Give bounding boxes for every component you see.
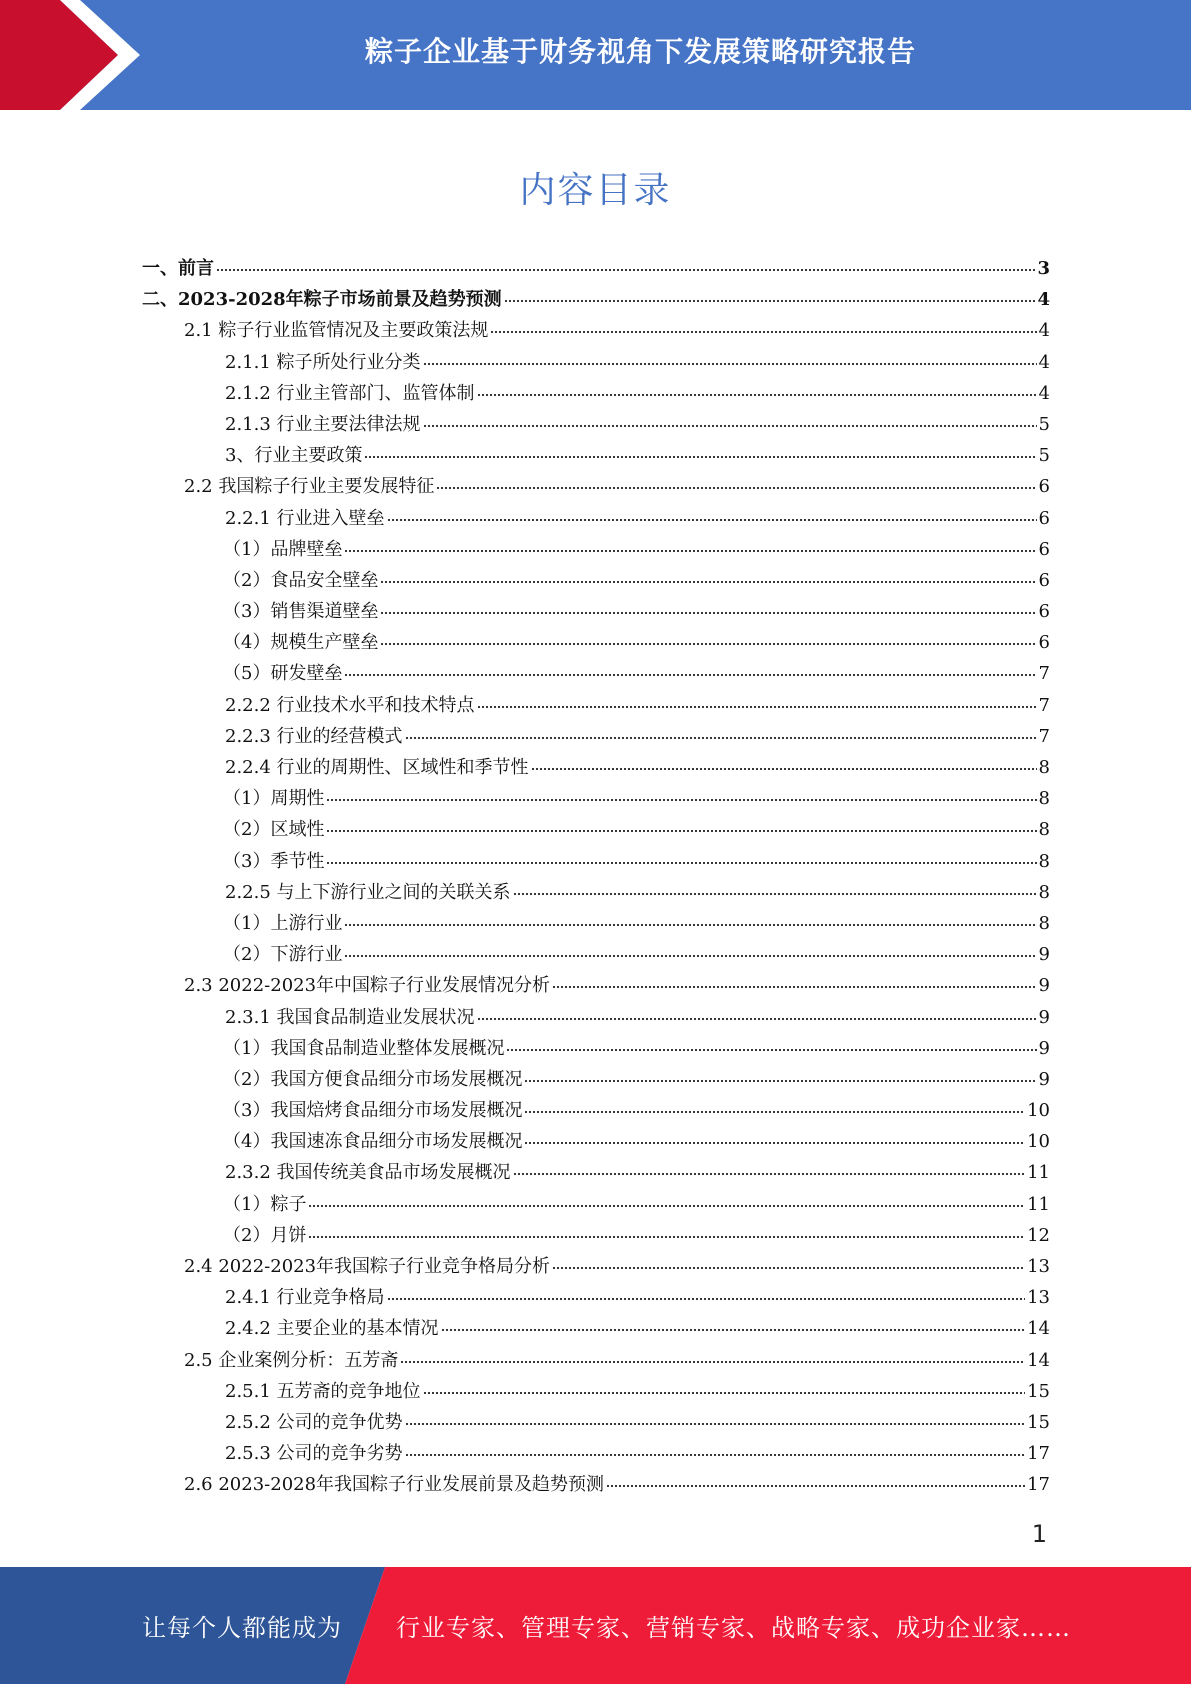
toc-dot-leader [400,1346,1025,1364]
toc-dot-leader [405,1408,1026,1426]
toc-entry[interactable] [138,254,1050,285]
toc-entry[interactable] [138,410,1050,441]
header-chevron-decoration [0,0,160,110]
toc-entry-label: （1）粽子 [223,1193,307,1215]
toc-entry-page: 5 [1038,413,1050,435]
toc-entry[interactable] [138,1408,1050,1439]
toc-entry-page: 7 [1038,694,1050,716]
toc-entry[interactable] [138,348,1050,379]
toc-entry-page: 10 [1027,1131,1050,1153]
toc-entry-page: 6 [1038,476,1050,498]
report-title: 粽子企业基于财务视角下发展策略研究报告 [364,35,916,68]
toc-entry[interactable] [138,1377,1050,1408]
toc-entry-page: 4 [1038,382,1050,404]
toc-entry-page: 6 [1038,632,1050,654]
toc-dot-leader [423,1377,1026,1395]
toc-entry[interactable] [138,691,1050,722]
toc-entry-label: （2）区域性 [223,819,325,841]
toc-dot-leader [552,1252,1025,1270]
toc-entry-label: （1）品牌壁垒 [223,538,343,560]
toc-entry-page: 5 [1038,445,1050,467]
toc-entry-label: 2.3 2022-2023年中国粽子行业发展情况分析 [184,975,551,997]
toc-entry[interactable] [138,379,1050,410]
toc-entry-label: 二、2023-2028年粽子市场前景及趋势预测 [142,289,502,311]
toc-entry-label: 2.2.3 行业的经营模式 [225,725,403,747]
toc-entry-label: （4）规模生产壁垒 [223,632,379,654]
toc-entry-label: （3）季节性 [223,850,325,872]
toc-dot-leader [380,566,1036,584]
toc-entry-label: （4）我国速冻食品细分市场发展概况 [223,1131,523,1153]
toc-entry-page: 3 [1037,258,1050,279]
toc-entry[interactable] [138,753,1050,784]
toc-entry[interactable] [138,909,1050,940]
toc-dot-leader [364,441,1036,459]
toc-entry-page: 9 [1038,944,1050,966]
toc-entry-label: 2.1.2 行业主管部门、监管体制 [225,382,475,404]
toc-entry-label: 2.2 我国粽子行业主要发展特征 [184,476,435,498]
toc-entry[interactable] [138,722,1050,753]
toc-entry-label: 2.1.1 粽子所处行业分类 [225,351,421,373]
toc-dot-leader [513,878,1037,896]
toc-entry-label: （3）我国焙烤食品细分市场发展概况 [223,1100,523,1122]
toc-entry-label: （3）销售渠道壁垒 [223,601,379,623]
toc-dot-leader [524,1127,1025,1145]
toc-dot-leader [405,1439,1026,1457]
toc-entry[interactable] [138,1127,1050,1158]
toc-entry[interactable] [138,878,1050,909]
toc-entry-label: （2）下游行业 [223,944,343,966]
toc-entry[interactable] [138,1283,1050,1314]
toc-entry[interactable] [138,1190,1050,1221]
toc-entry-label: 一、前言 [142,258,214,279]
toc-entry-page: 9 [1038,1006,1050,1028]
toc-dot-leader [326,847,1036,865]
toc-entry-page: 9 [1038,975,1050,997]
toc-entry[interactable] [138,1252,1050,1283]
toc-entry-page: 8 [1038,757,1050,778]
toc-entry-label: 2.2.2 行业技术水平和技术特点 [225,694,475,716]
toc-entry-page: 15 [1027,1411,1050,1433]
toc-entry-page: 13 [1027,1256,1050,1277]
toc-entry-label: 2.4 2022-2023年我国粽子行业竞争格局分析 [184,1256,551,1277]
toc-entry-page: 8 [1038,788,1050,810]
toc-dot-leader [490,316,1036,334]
toc-entry-label: 2.2.1 行业进入壁垒 [225,507,385,529]
toc-entry-label: 2.2.5 与上下游行业之间的关联关系 [225,881,511,903]
toc-entry-page: 8 [1038,819,1050,841]
toc-entry-page: 8 [1038,850,1050,872]
toc-dot-leader [344,659,1036,677]
toc-entry[interactable] [138,597,1050,628]
toc-dot-leader [423,410,1037,428]
toc-entry-label: （2）月饼 [223,1224,307,1246]
toc-entry-label: （1）我国食品制造业整体发展概况 [223,1037,505,1059]
toc-entry-page: 7 [1038,663,1050,685]
toc-entry-label: 2.5.1 五芳斋的竞争地位 [225,1380,421,1402]
toc-dot-leader [387,1283,1026,1301]
toc-entry-page: 15 [1027,1380,1050,1402]
toc-entry-page: 4 [1037,289,1050,311]
toc-entry-label: （2）食品安全壁垒 [223,569,379,591]
header-banner [0,0,1191,110]
toc-entry-page: 14 [1027,1318,1050,1340]
toc-dot-leader [344,940,1036,958]
toc-dot-leader [436,472,1036,490]
toc-entry-page: 10 [1027,1100,1050,1122]
toc-entry-page: 4 [1038,351,1050,373]
toc-entry-label: （1）上游行业 [223,912,343,934]
toc-dot-leader [344,535,1036,553]
toc-entry-label: 2.4.1 行业竞争格局 [225,1287,385,1309]
toc-entry-page: 8 [1038,912,1050,934]
toc-entry[interactable] [138,1096,1050,1127]
toc-entry[interactable] [138,316,1050,347]
toc-entry-page: 8 [1038,881,1050,903]
toc-entry-page: 7 [1038,725,1050,747]
toc-entry[interactable] [138,815,1050,846]
toc-entry-label: 2.1.3 行业主要法律法规 [225,413,421,435]
footer-slogan-left: 让每个人都能成为 [142,1614,342,1642]
toc-entry-page: 17 [1027,1474,1050,1496]
toc-dot-leader [477,1003,1037,1021]
toc-entry-label: 2.6 2023-2028年我国粽子行业发展前景及趋势预测 [184,1474,605,1496]
toc-dot-leader [552,971,1037,989]
toc-dot-leader [477,379,1037,397]
toc-entry-label: 2.3.2 我国传统美食品市场发展概况 [225,1162,511,1184]
toc-entry[interactable] [138,1314,1050,1345]
toc-entry-label: 2.5 企业案例分析：五芳斋 [184,1349,399,1371]
toc-entry[interactable] [138,940,1050,971]
toc-dot-leader [524,1096,1025,1114]
toc-entry-label: （2）我国方便食品细分市场发展概况 [223,1068,523,1090]
table-of-contents [138,254,1050,1502]
toc-dot-leader [308,1221,1025,1239]
toc-entry-page: 6 [1038,507,1050,529]
toc-dot-leader [606,1470,1025,1488]
toc-entry-page: 9 [1038,1068,1050,1090]
toc-entry-page: 6 [1038,601,1050,623]
toc-dot-leader [387,504,1037,522]
toc-entry-page: 17 [1027,1443,1050,1465]
footer-slogan-right: 行业专家、管理专家、营销专家、战略专家、成功企业家…… [396,1614,1071,1642]
toc-entry-page: 11 [1027,1193,1050,1215]
toc-entry[interactable] [138,472,1050,503]
toc-entry[interactable] [138,535,1050,566]
toc-entry-label: （1）周期性 [223,788,325,810]
toc-entry-label: 2.5.2 公司的竞争优势 [225,1411,403,1433]
toc-entry[interactable] [138,441,1050,472]
toc-entry-page: 4 [1038,320,1050,342]
toc-entry[interactable] [138,784,1050,815]
toc-dot-leader [344,909,1036,927]
toc-entry-label: （5）研发壁垒 [223,663,343,685]
toc-entry[interactable] [138,1221,1050,1252]
toc-dot-leader [423,348,1037,366]
toc-entry[interactable] [138,1158,1050,1189]
toc-dot-leader [326,784,1036,802]
toc-entry[interactable] [138,285,1050,316]
toc-entry[interactable] [138,1065,1050,1096]
toc-entry[interactable] [138,971,1050,1002]
toc-entry[interactable] [138,1346,1050,1377]
toc-dot-leader [477,691,1037,709]
toc-dot-leader [524,1065,1036,1083]
toc-entry-page: 12 [1027,1224,1050,1246]
toc-heading: 内容目录 [519,170,672,211]
toc-dot-leader [504,285,1036,303]
toc-entry-label: 2.1 粽子行业监管情况及主要政策法规 [184,320,489,342]
toc-dot-leader [441,1314,1026,1332]
toc-entry-label: 2.4.2 主要企业的基本情况 [225,1318,439,1340]
toc-entry-label: 2.2.4 行业的周期性、区域性和季节性 [225,757,529,778]
toc-dot-leader [405,722,1037,740]
toc-entry-page: 14 [1027,1349,1050,1371]
toc-dot-leader [326,815,1036,833]
toc-dot-leader [531,753,1037,771]
toc-entry-page: 6 [1038,538,1050,560]
page-number: 1 [1031,1520,1047,1548]
toc-dot-leader [513,1158,1026,1176]
toc-entry-label: 3、行业主要政策 [225,445,363,467]
toc-entry[interactable] [138,504,1050,535]
toc-dot-leader [216,254,1035,272]
toc-dot-leader [308,1190,1025,1208]
toc-entry[interactable] [138,847,1050,878]
toc-dot-leader [506,1034,1036,1052]
toc-entry[interactable] [138,1034,1050,1065]
footer-banner [0,1567,1191,1684]
toc-entry-page: 13 [1027,1287,1050,1309]
toc-entry-label: 2.3.1 我国食品制造业发展状况 [225,1006,475,1028]
toc-dot-leader [380,628,1036,646]
toc-entry[interactable] [138,566,1050,597]
toc-entry-page: 9 [1038,1037,1050,1059]
toc-entry[interactable] [138,1470,1050,1501]
toc-entry[interactable] [138,1003,1050,1034]
toc-entry[interactable] [138,659,1050,690]
toc-entry-label: 2.5.3 公司的竞争劣势 [225,1443,403,1465]
toc-entry-page: 11 [1027,1162,1050,1184]
toc-entry[interactable] [138,1439,1050,1470]
toc-entry[interactable] [138,628,1050,659]
toc-dot-leader [380,597,1036,615]
toc-entry-page: 6 [1038,569,1050,591]
